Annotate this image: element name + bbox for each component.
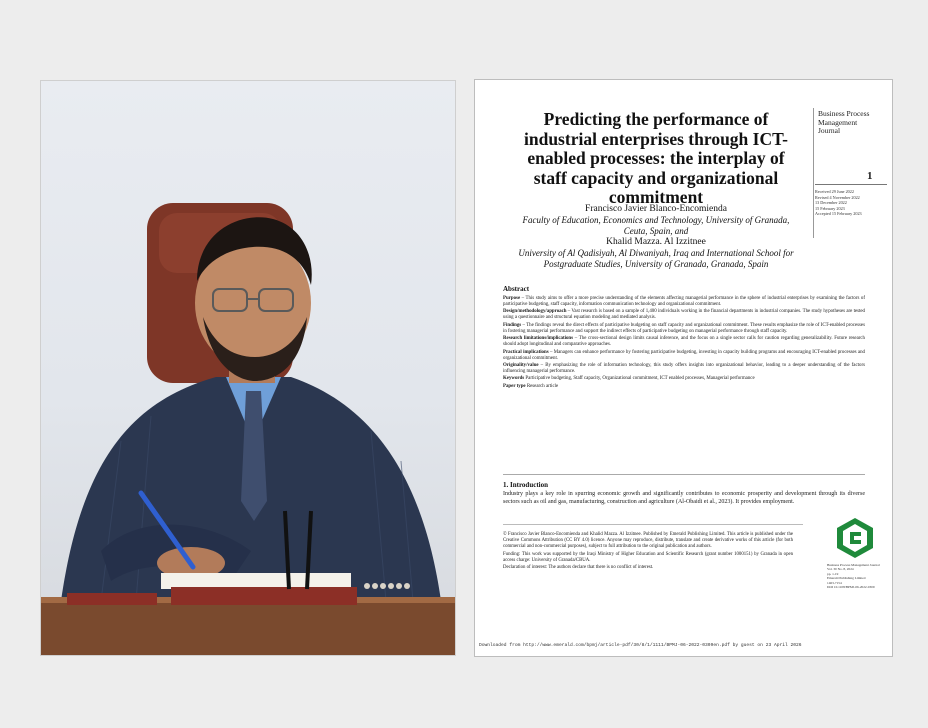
divider-horizontal <box>815 184 887 185</box>
intro-heading: 1. Introduction <box>503 481 548 489</box>
pub-info-line: pp. 1-19 <box>827 571 839 576</box>
abstract-label: Paper type <box>503 383 526 389</box>
publication-info <box>827 563 887 589</box>
date-line: 15 February 2023 <box>815 205 845 211</box>
publisher-logo-icon <box>837 518 873 558</box>
footnote: © Francisco Javier Blanco-Encomienda and Khalid Mazza. Al Izzitnee. Published by Emerald Publishing Limited. This article is published under the Creative Commons Attribution (CC BY 4.0) licence. Anyone may reproduce, distribute, translate and create derivative works of this article (for both commercial and non-commercial purposes), subject to full attribution to the original publication and authors. <box>503 532 793 550</box>
abstract-paragraph <box>503 350 865 362</box>
date-line: Accepted 15 February 2023 <box>815 211 862 217</box>
abstract-paragraph <box>503 336 865 348</box>
author-name: Khalid Mazza. Al Izzitnee <box>606 237 706 247</box>
abstract-label: Purpose <box>503 296 521 301</box>
author-affiliation: University of Al Qadisiyah, Al Diwaniyah, Iraq and International School for Postgraduate Studies, University of Granada, Granada, Spain <box>518 248 794 269</box>
pub-info-line: 1463-7154 <box>827 580 842 585</box>
pub-info-line: Vol. 30 No. 8, 2024 <box>827 567 854 572</box>
abstract-text: – Vast research is based on a sample of 1,400 individuals working in the financial departments in industrial companies. The study hypotheses are tested using a questionnaire and structural equation modeling and mediated analysis. <box>503 309 865 321</box>
date-line: Revised 4 November 2022 <box>815 194 860 200</box>
abstract-heading: Abstract <box>503 285 530 293</box>
page-number: 1 <box>867 170 873 182</box>
abstract-text: Research article <box>525 383 559 389</box>
abstract-label: Research limitations/implications <box>503 336 574 342</box>
abstract-label: Practical implications <box>503 349 549 355</box>
abstract-body <box>503 296 865 391</box>
abstract-text: – By emphasizing the role of information technology, this study offers insights into organizational behavior, leading to a deeper understanding of the factors influencing managerial performance. <box>503 362 865 374</box>
download-stamp: Downloaded from http://www.emerald.com/bpmj/article-pdf/30/8/1/1111/BPMJ-06-2022-0309en.pdf by guest on 23 April 2026 <box>479 643 802 648</box>
abstract-paragraph <box>503 363 865 375</box>
abstract-text: – The findings reveal the direct effects of participative budgeting on staff capacity and organizational commitment. These results emphasize the role of ICT-enabled processes in fostering managerial performance and support the indirect effects of participative budgeting on managerial performance through staff capacity. <box>503 322 865 334</box>
abstract-text: Participative budgeting, Staff capacity, Organizational commitment, ICT enabled processes, Managerial performance <box>524 376 755 382</box>
author-name: Francisco Javier Blanco-Encomienda <box>585 204 727 214</box>
date-line: 13 December 2022 <box>815 200 847 206</box>
abstract-paragraph <box>503 384 865 390</box>
pen-holder <box>171 587 357 605</box>
abstract-label: Originality/value <box>503 362 539 368</box>
received-dates <box>815 189 887 217</box>
pub-info-line: Business Process Management Journal <box>827 563 880 567</box>
paper-page <box>474 79 893 657</box>
journal-line: Management <box>818 117 858 127</box>
abstract-paragraph <box>503 309 865 321</box>
author-affiliation: Faculty of Education, Economics and Technology, University of Granada, Ceuta, Spain, and <box>522 215 790 236</box>
abstract-text: – The cross-sectional design limits causal inference, and the focus on a single sector calls for caution regarding generalizability. Future research should adopt longitudinal and comparative approaches. <box>503 336 866 348</box>
pub-info-line: DOI 10.1108/BPMJ-06-2022-0309 <box>827 585 875 590</box>
desk <box>41 601 455 655</box>
abstract-label: Findings <box>503 322 522 328</box>
abstract-paragraph <box>503 296 865 308</box>
footnotes <box>503 532 793 572</box>
footnote-divider <box>503 524 803 525</box>
author-block <box>511 204 801 270</box>
abstract-text: – This study aims to offer a more precise understanding of the elements affecting managerial performance in the sphere of industrial enterprises by examining the factors of participative budgeting, staff capacity, information communication technology and organizational commitment. <box>503 296 865 308</box>
abstract-label: Design/methodology/approach <box>503 309 567 315</box>
intro-text: Industry plays a key role in spurring economic growth and significantly contributes to economic prosperity and development through its diverse sectors such as oil and gas, manufacturing, construction and agriculture (Al-Obaidi et al., 2023). It provides employment. <box>503 491 865 505</box>
section-divider <box>503 474 865 475</box>
abstract-paragraph <box>503 376 865 382</box>
journal-name <box>818 110 886 136</box>
journal-line: Journal <box>818 126 841 135</box>
journal-line: Business Process <box>818 109 870 118</box>
author-illustration <box>41 81 455 655</box>
footnote: Declaration of interest: The authors declare that there is no conflict of interest. <box>503 565 654 571</box>
date-line: Received 29 June 2022 <box>815 189 854 194</box>
abstract-paragraph <box>503 323 865 335</box>
abstract-label: Keywords <box>503 376 525 382</box>
paper-title: Predicting the performance of industrial enterprises through ICT-enabled processes: the interplay of staff capacity and organizational commitment <box>524 109 788 207</box>
divider-vertical <box>813 108 814 238</box>
abstract-text: – Managers can enhance performance by fostering participative budgeting, investing in capacity building programs and encouraging ICT-enabled processes and organizational commitment. <box>503 349 865 361</box>
footnote: Funding: This work was supported by the Iraqi Ministry of Higher Education and Scientific Research (grant number 1000151) by Granada in open access charge: University of Granada/CBUA. <box>503 551 793 563</box>
author-photo <box>40 80 456 656</box>
pub-info-line: Emerald Publishing Limited <box>827 576 866 581</box>
